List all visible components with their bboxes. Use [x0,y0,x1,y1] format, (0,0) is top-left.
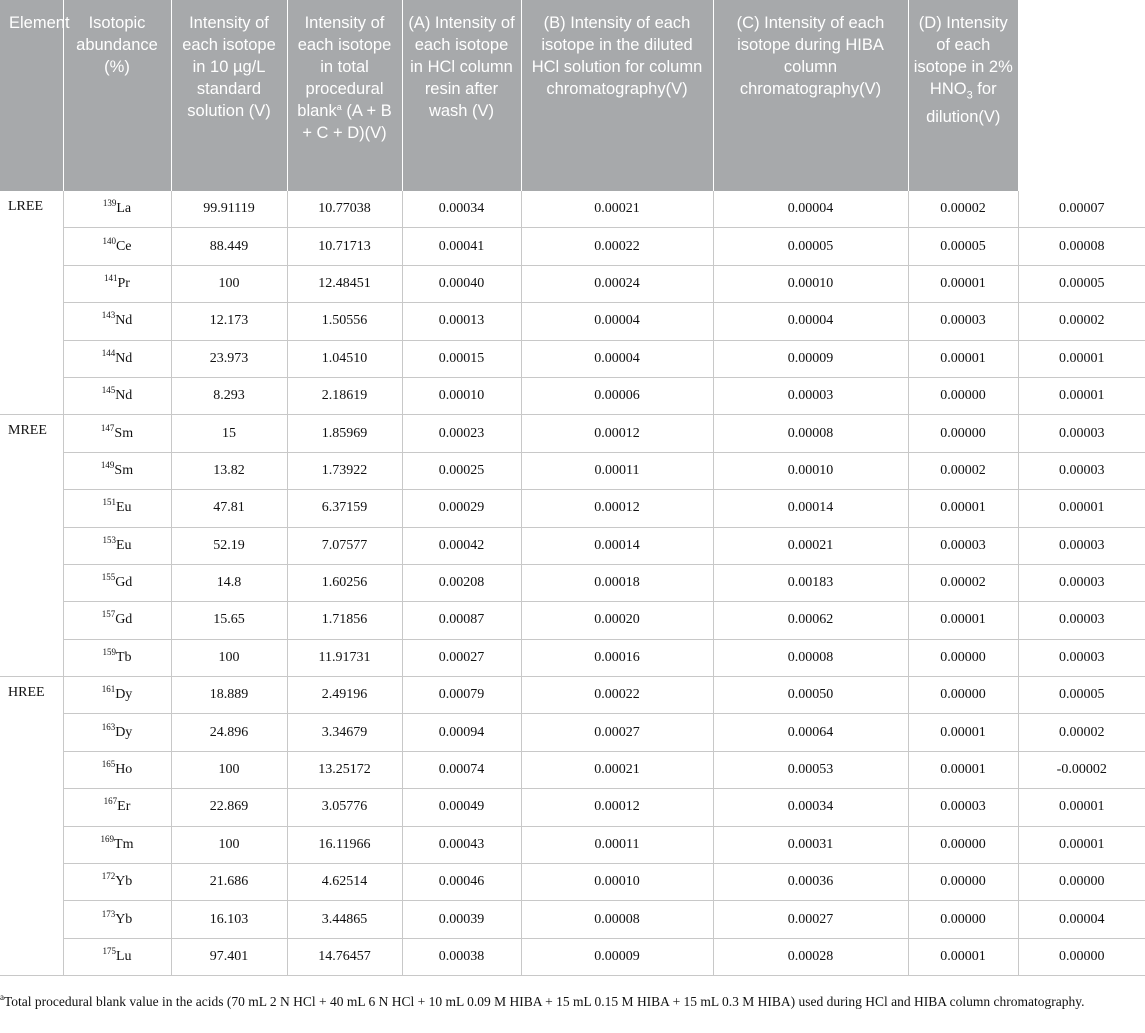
element-cell [63,901,171,938]
element-cell [63,639,171,676]
header-d [908,0,1018,191]
abundance-cell: 52.19 [171,527,287,564]
table-row [0,490,1145,527]
a-cell: 0.00016 [521,639,713,676]
c-cell: 0.00001 [908,340,1018,377]
footnote-text: Total procedural blank value in the acids (70 mL 2 N HCl + 40 mL 6 N HCl + 10 mL 0.09 M HIBA + 15 mL 0.15 M HIBA + 15 mL 0.3 M HIBA) used during HCl and HIBA column chromatography. [4,994,1085,1009]
d-cell: 0.00003 [1018,639,1145,676]
element-symbol: Nd [115,388,133,404]
table-row [0,527,1145,564]
blank-cell: 0.00087 [402,602,521,639]
mass-number: 147 [100,422,115,433]
d-cell: 0.00005 [1018,265,1145,302]
table-row [0,228,1145,265]
element-cell [63,265,171,302]
table-row [0,714,1145,751]
element-cell [63,602,171,639]
table-row [0,415,1145,452]
element-cell [63,677,171,714]
abundance-cell: 100 [171,751,287,788]
blank-cell: 0.00027 [402,639,521,676]
element-symbol: Tm [114,836,134,852]
element-symbol: Tb [115,649,132,665]
mass-number: 173 [101,908,116,919]
table-row [0,677,1145,714]
table-row [0,789,1145,826]
a-cell: 0.00004 [521,303,713,340]
blank-cell: 0.00038 [402,938,521,975]
blank-cell: 0.00043 [402,826,521,863]
standard-cell: 10.71713 [287,228,402,265]
mass-number: 145 [101,385,116,396]
header-a: (A) Intensity of each isotope in HCl column resin after wash (V) [402,0,521,191]
a-cell: 0.00009 [521,938,713,975]
element-symbol: Gd [115,612,133,628]
abundance-cell: 24.896 [171,714,287,751]
blank-cell: 0.00023 [402,415,521,452]
a-cell: 0.00012 [521,490,713,527]
standard-cell: 11.91731 [287,639,402,676]
b-cell: 0.00028 [713,938,908,975]
abundance-cell: 88.449 [171,228,287,265]
group-label: HREE [0,677,63,976]
abundance-cell: 13.82 [171,452,287,489]
blank-cell: 0.00015 [402,340,521,377]
b-cell: 0.00009 [713,340,908,377]
mass-number: 165 [101,759,116,770]
abundance-cell: 23.973 [171,340,287,377]
c-cell: 0.00000 [908,864,1018,901]
abundance-cell: 16.103 [171,901,287,938]
abundance-cell: 47.81 [171,490,287,527]
table-row [0,452,1145,489]
c-cell: 0.00000 [908,826,1018,863]
abundance-cell: 97.401 [171,938,287,975]
a-cell: 0.00018 [521,564,713,601]
header-d-text: (D) Intensity of each isotope in 2% HNO [913,14,1013,98]
blank-cell: 0.00025 [402,452,521,489]
c-cell: 0.00001 [908,751,1018,788]
abundance-cell: 8.293 [171,377,287,414]
d-cell: 0.00001 [1018,789,1145,826]
header-blank-sup: a [336,102,342,112]
header-blank [287,0,402,191]
element-cell [63,340,171,377]
b-cell: 0.00008 [713,415,908,452]
mass-number: 169 [100,833,115,844]
table-header [0,0,1145,191]
b-cell: 0.00050 [713,677,908,714]
blank-cell: 0.00049 [402,789,521,826]
d-cell: 0.00003 [1018,602,1145,639]
element-symbol: Ho [115,762,133,778]
element-cell [63,452,171,489]
element-cell [63,527,171,564]
a-cell: 0.00022 [521,677,713,714]
blank-cell: 0.00079 [402,677,521,714]
mass-number: 153 [102,534,116,545]
a-cell: 0.00011 [521,452,713,489]
header-element: Element [0,0,63,191]
element-cell [63,490,171,527]
d-cell: 0.00003 [1018,527,1145,564]
header-row [0,0,1145,191]
c-cell: 0.00001 [908,602,1018,639]
c-cell: 0.00002 [908,191,1018,228]
standard-cell: 6.37159 [287,490,402,527]
a-cell: 0.00010 [521,864,713,901]
element-cell [63,751,171,788]
b-cell: 0.00010 [713,452,908,489]
a-cell: 0.00011 [521,826,713,863]
table-footnote [0,992,1140,1012]
header-b: (B) Intensity of each isotope in the diluted HCl solution for column chromatography(V) [521,0,713,191]
header-blank-suffix: (A + B + C + D)(V) [302,102,392,142]
table-row [0,602,1145,639]
blank-cell: 0.00013 [402,303,521,340]
element-symbol: Eu [115,500,132,516]
a-cell: 0.00024 [521,265,713,302]
standard-cell: 2.49196 [287,677,402,714]
table-row [0,826,1145,863]
mass-number: 175 [102,946,116,956]
a-cell: 0.00012 [521,415,713,452]
b-cell: 0.00010 [713,265,908,302]
a-cell: 0.00004 [521,340,713,377]
d-cell: 0.00002 [1018,303,1145,340]
b-cell: 0.00021 [713,527,908,564]
element-cell [63,415,171,452]
d-cell: 0.00001 [1018,340,1145,377]
element-symbol: Lu [115,949,132,964]
header-c: (C) Intensity of each isotope during HIBA column chromatography(V) [713,0,908,191]
element-symbol: Gd [115,575,133,591]
blank-cell: 0.00208 [402,564,521,601]
standard-cell: 1.60256 [287,564,402,601]
abundance-cell: 21.686 [171,864,287,901]
blank-cell: 0.00040 [402,265,521,302]
b-cell: 0.00004 [713,303,908,340]
c-cell: 0.00000 [908,639,1018,676]
b-cell: 0.00014 [713,490,908,527]
c-cell: 0.00002 [908,452,1018,489]
blank-cell: 0.00094 [402,714,521,751]
abundance-cell: 15 [171,415,287,452]
element-cell [63,789,171,826]
standard-cell: 7.07577 [287,527,402,564]
element-symbol: Sm [114,462,134,478]
element-symbol: Dy [115,687,133,703]
c-cell: 0.00001 [908,714,1018,751]
element-symbol: Er [117,799,131,815]
element-symbol: Pr [117,275,130,291]
standard-cell: 1.04510 [287,340,402,377]
mass-number: 140 [102,235,116,246]
standard-cell: 14.76457 [287,938,402,975]
element-symbol: Yb [115,911,133,927]
group-label: MREE [0,415,63,677]
d-cell: -0.00002 [1018,751,1145,788]
element-cell [63,303,171,340]
standard-cell: 1.71856 [287,602,402,639]
c-cell: 0.00001 [908,938,1018,975]
c-cell: 0.00003 [908,527,1018,564]
element-symbol: Yb [115,874,133,890]
table-row [0,901,1145,938]
standard-cell: 12.48451 [287,265,402,302]
b-cell: 0.00064 [713,714,908,751]
table-row [0,938,1145,975]
blank-cell: 0.00010 [402,377,521,414]
element-symbol: Eu [115,537,132,553]
mass-number: 159 [102,646,116,657]
header-abundance: Isotopic abundance (%) [63,0,171,191]
mass-number: 161 [101,684,116,695]
standard-cell: 13.25172 [287,751,402,788]
standard-cell: 1.50556 [287,303,402,340]
mass-number: 155 [101,572,116,583]
a-cell: 0.00020 [521,602,713,639]
c-cell: 0.00000 [908,901,1018,938]
element-cell [63,228,171,265]
standard-cell: 3.05776 [287,789,402,826]
abundance-cell: 100 [171,639,287,676]
a-cell: 0.00021 [521,751,713,788]
b-cell: 0.00008 [713,639,908,676]
mass-number: 172 [101,871,116,882]
element-symbol: La [116,201,132,217]
d-cell: 0.00001 [1018,377,1145,414]
table-body [0,191,1145,976]
blank-cell: 0.00074 [402,751,521,788]
table-row [0,864,1145,901]
b-cell: 0.00005 [713,228,908,265]
header-d-suffix: for dilution(V) [926,80,1001,127]
mass-number: 151 [102,497,116,508]
mass-number: 167 [103,796,118,807]
header-blank-text: Intensity of each isotope in total procedural blank [297,14,392,120]
standard-cell: 4.62514 [287,864,402,901]
c-cell: 0.00001 [908,490,1018,527]
abundance-cell: 100 [171,265,287,302]
abundance-cell: 15.65 [171,602,287,639]
b-cell: 0.00031 [713,826,908,863]
mass-number: 141 [104,272,118,283]
blank-cell: 0.00039 [402,901,521,938]
b-cell: 0.00004 [713,191,908,228]
abundance-cell: 100 [171,826,287,863]
a-cell: 0.00021 [521,191,713,228]
b-cell: 0.00062 [713,602,908,639]
d-cell: 0.00007 [1018,191,1145,228]
a-cell: 0.00022 [521,228,713,265]
table-row [0,265,1145,302]
d-cell: 0.00001 [1018,826,1145,863]
element-symbol: Ce [115,238,132,254]
c-cell: 0.00002 [908,564,1018,601]
abundance-cell: 14.8 [171,564,287,601]
standard-cell: 10.77038 [287,191,402,228]
table-row [0,564,1145,601]
header-d-sub: 3 [966,89,973,102]
standard-cell: 2.18619 [287,377,402,414]
b-cell: 0.00183 [713,564,908,601]
mass-number: 149 [100,459,115,470]
element-cell [63,377,171,414]
c-cell: 0.00003 [908,303,1018,340]
abundance-cell: 99.91119 [171,191,287,228]
table-row [0,377,1145,414]
blank-cell: 0.00034 [402,191,521,228]
element-cell [63,938,171,975]
c-cell: 0.00000 [908,377,1018,414]
footnote-mark: a [0,992,4,1002]
d-cell: 0.00008 [1018,228,1145,265]
mass-number: 143 [101,310,116,321]
mass-number: 157 [101,609,116,620]
standard-cell: 16.11966 [287,826,402,863]
d-cell: 0.00003 [1018,415,1145,452]
mass-number: 163 [101,721,116,732]
b-cell: 0.00034 [713,789,908,826]
blank-cell: 0.00046 [402,864,521,901]
d-cell: 0.00003 [1018,452,1145,489]
a-cell: 0.00006 [521,377,713,414]
standard-cell: 1.73922 [287,452,402,489]
standard-cell: 3.44865 [287,901,402,938]
b-cell: 0.00053 [713,751,908,788]
element-symbol: Nd [115,313,133,329]
d-cell: 0.00000 [1018,938,1145,975]
a-cell: 0.00008 [521,901,713,938]
d-cell: 0.00005 [1018,677,1145,714]
c-cell: 0.00000 [908,415,1018,452]
blank-cell: 0.00042 [402,527,521,564]
d-cell: 0.00003 [1018,564,1145,601]
blank-cell: 0.00041 [402,228,521,265]
blank-cell: 0.00029 [402,490,521,527]
abundance-cell: 12.173 [171,303,287,340]
mass-number: 139 [102,198,117,209]
element-cell [63,564,171,601]
element-cell [63,864,171,901]
abundance-cell: 18.889 [171,677,287,714]
b-cell: 0.00027 [713,901,908,938]
a-cell: 0.00012 [521,789,713,826]
table-row [0,191,1145,228]
mass-number: 144 [101,347,116,358]
d-cell: 0.00001 [1018,490,1145,527]
element-cell [63,714,171,751]
element-cell [63,191,171,228]
standard-cell: 1.85969 [287,415,402,452]
header-standard: Intensity of each isotope in 10 µg/L standard solution (V) [171,0,287,191]
element-symbol: Nd [115,350,133,366]
c-cell: 0.00005 [908,228,1018,265]
c-cell: 0.00003 [908,789,1018,826]
table-row [0,639,1145,676]
standard-cell: 3.34679 [287,714,402,751]
abundance-cell: 22.869 [171,789,287,826]
d-cell: 0.00000 [1018,864,1145,901]
element-symbol: Dy [115,724,133,740]
table-row [0,751,1145,788]
d-cell: 0.00002 [1018,714,1145,751]
element-cell [63,826,171,863]
group-label: LREE [0,191,63,415]
d-cell: 0.00004 [1018,901,1145,938]
c-cell: 0.00001 [908,265,1018,302]
b-cell: 0.00003 [713,377,908,414]
b-cell: 0.00036 [713,864,908,901]
a-cell: 0.00027 [521,714,713,751]
a-cell: 0.00014 [521,527,713,564]
table-row [0,340,1145,377]
c-cell: 0.00000 [908,677,1018,714]
element-symbol: Sm [114,425,134,441]
table-row [0,303,1145,340]
